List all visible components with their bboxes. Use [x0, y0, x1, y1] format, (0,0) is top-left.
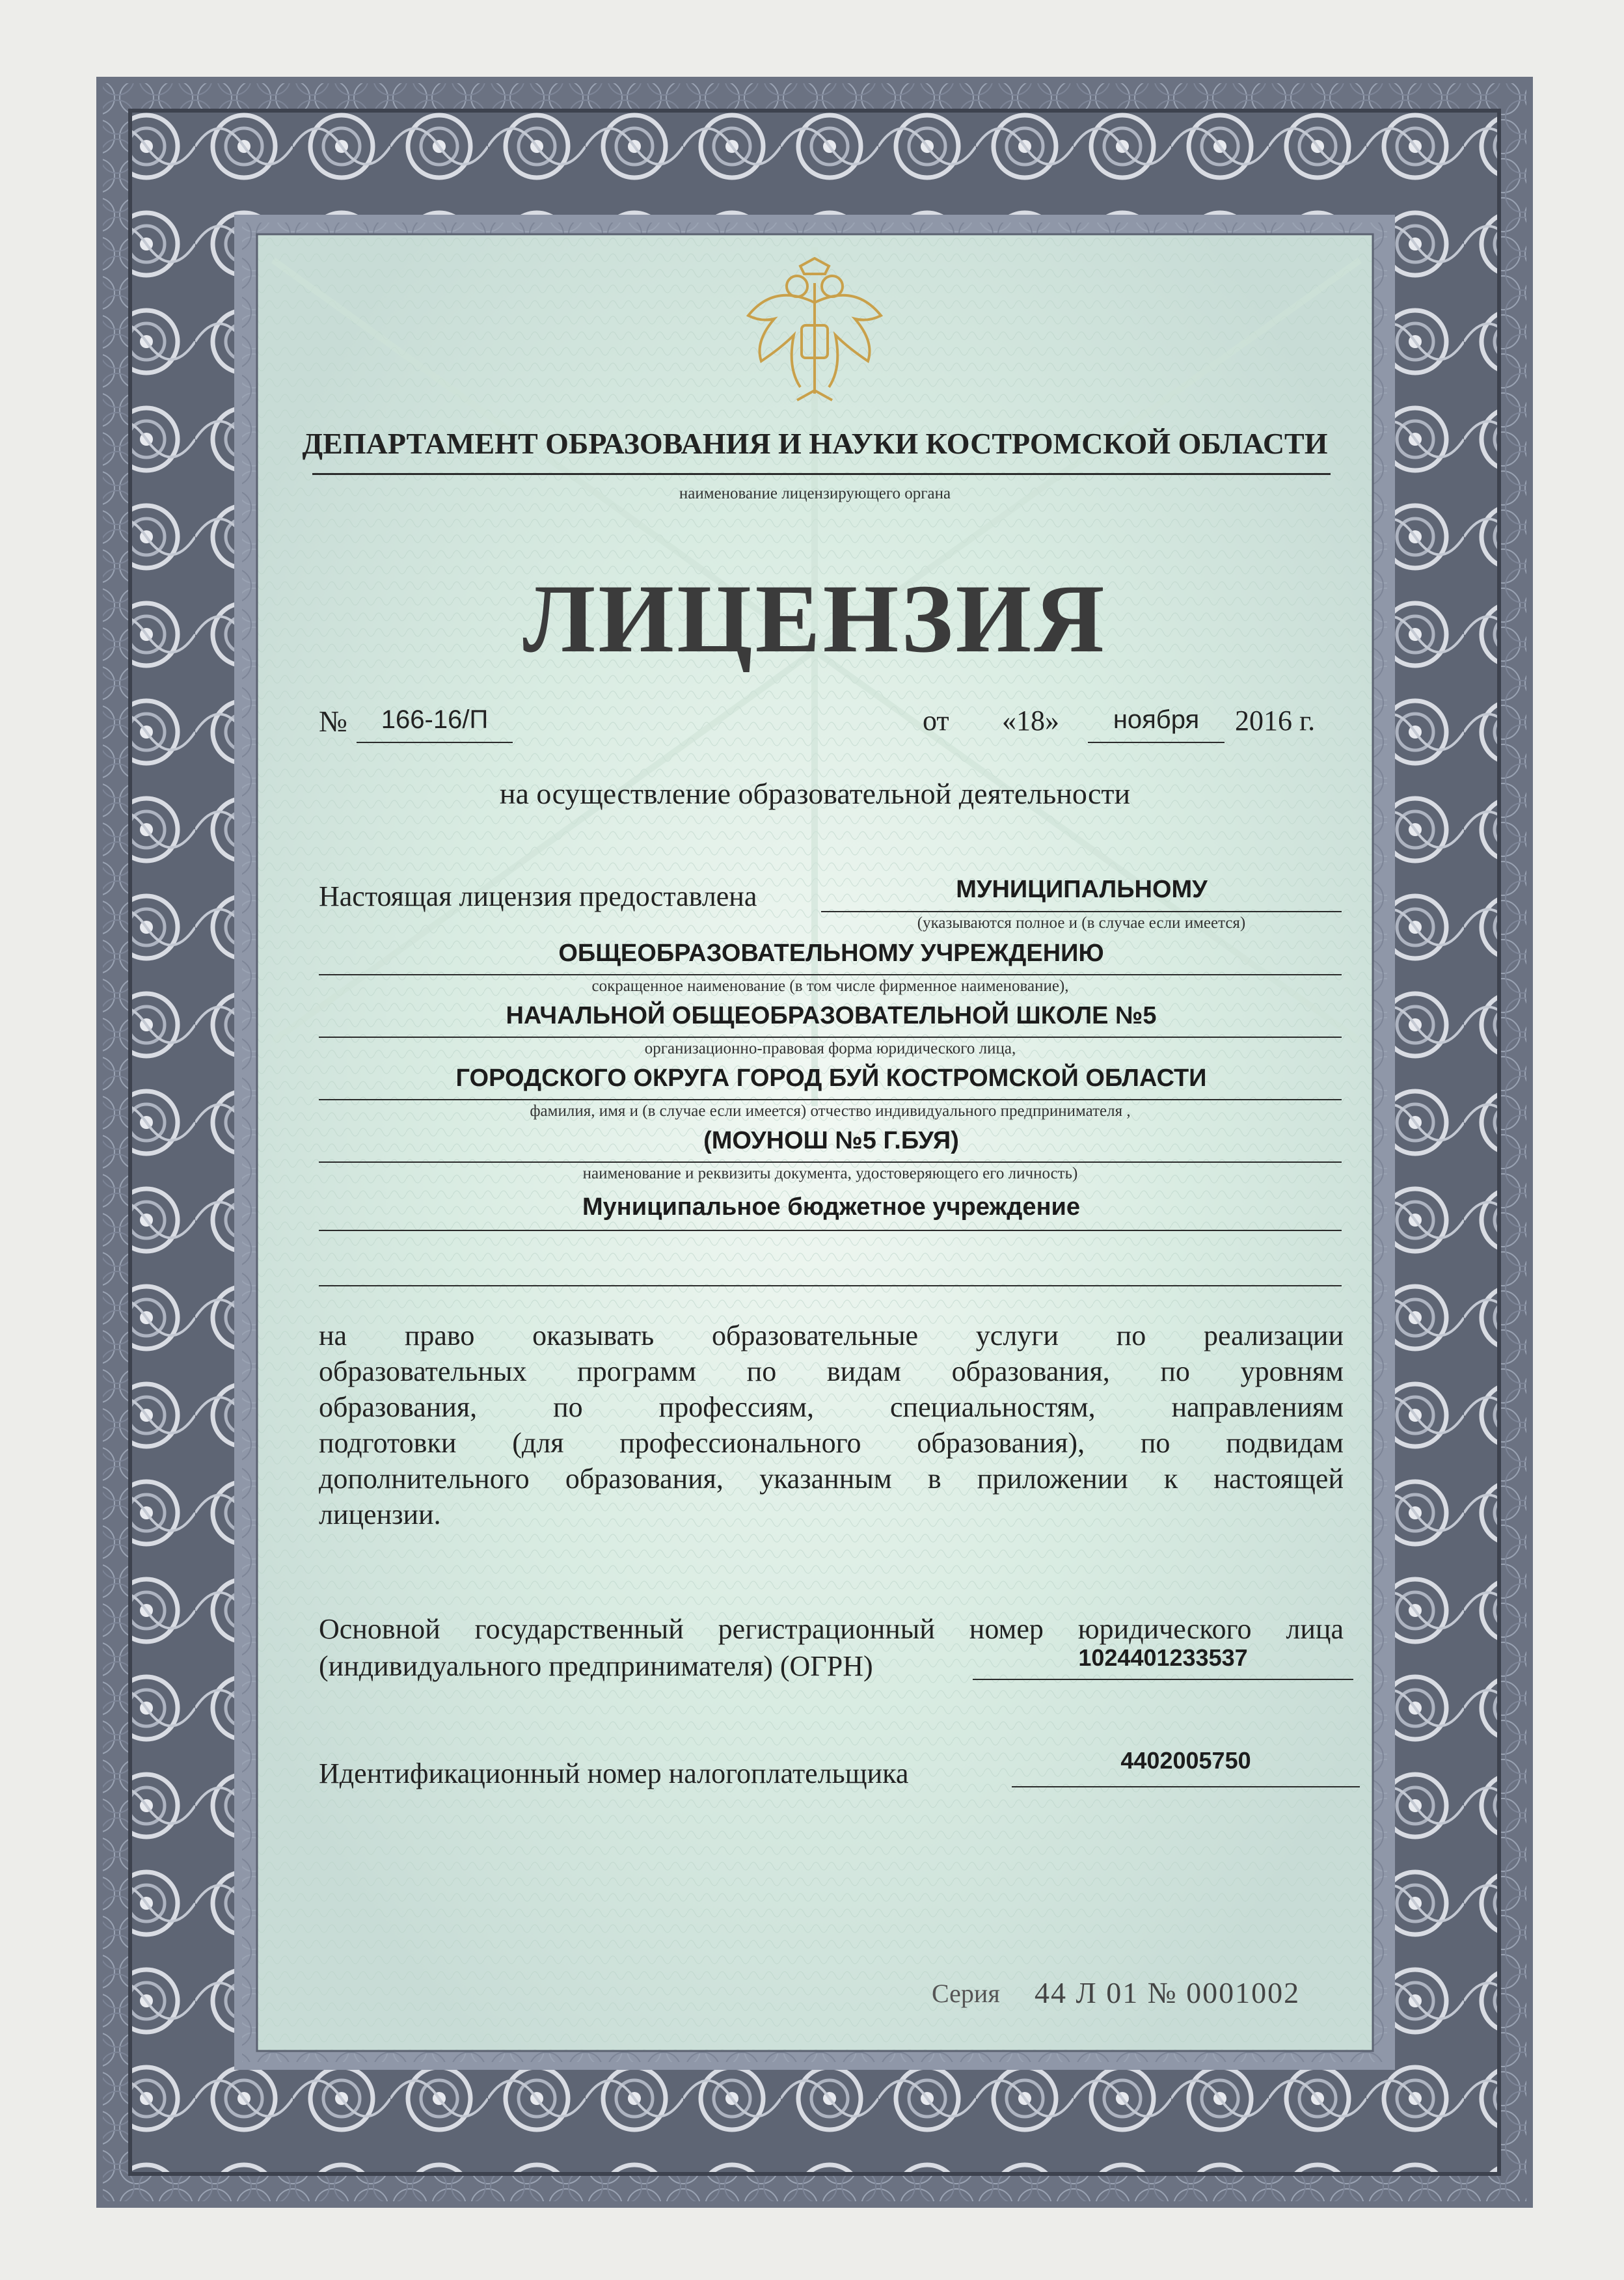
grantee-underline-4	[319, 1099, 1342, 1100]
series-number: 44 Л 01 № 0001002	[1035, 1976, 1301, 2009]
month-underline	[1088, 742, 1225, 743]
grantee-underline-3	[319, 1037, 1342, 1038]
ogrn-underline	[973, 1679, 1353, 1680]
inn-value: 4402005750	[1120, 1747, 1251, 1774]
grantee-underline-6	[319, 1230, 1342, 1231]
grantee-underline-5	[319, 1161, 1342, 1163]
grantee-caption-4: фамилия, имя и (в случае если имеется) отчество индивидуального предпринимателя ,	[530, 1102, 1131, 1120]
activity-type: на осуществление образовательной деятельности	[499, 777, 1131, 810]
ogrn-label-line-2: (индивидуального предпринимателя) (ОГРН)	[319, 1650, 873, 1682]
grantee-caption-5: наименование и реквизиты документа, удостоверяющего его личность)	[582, 1165, 1078, 1182]
rights-line-1: на право оказывать образовательные услуги по реализации	[319, 1320, 1344, 1351]
date-month: ноября	[1113, 705, 1200, 734]
date-prefix: от	[923, 705, 949, 737]
number-sign: №	[319, 705, 347, 738]
document-title: ЛИЦЕНЗИЯ	[522, 565, 1107, 673]
grantee-line-4: ГОРОДСКОГО ОКРУГА ГОРОД БУЙ КОСТРОМСКОЙ ОБЛАСТИ	[455, 1065, 1207, 1092]
grantee-underline-7	[319, 1285, 1342, 1286]
grantee-caption-2: сокращенное наименование (в том числе фирменное наименование),	[591, 977, 1069, 995]
ogrn-label-line-1: Основной государственный регистрационный номер юридического лица	[319, 1613, 1344, 1645]
double-headed-eagle-emblem	[735, 257, 895, 413]
license-number: 166-16/П	[381, 705, 489, 734]
ogrn-value: 1024401233537	[1078, 1644, 1248, 1671]
series-label: Серия	[932, 1979, 1000, 2008]
grantee-line-5: (МОУНОШ №5 Г.БУЯ)	[703, 1127, 959, 1154]
grantee-underline-2	[319, 974, 1342, 975]
issuing-authority: ДЕПАРТАМЕНТ ОБРАЗОВАНИЯ И НАУКИ КОСТРОМСКОЙ ОБЛАСТИ	[302, 427, 1328, 460]
grantee-intro: Настоящая лицензия предоставлена	[319, 880, 757, 912]
grantee-line-2: ОБЩЕОБРАЗОВАТЕЛЬНОМУ УЧРЕЖДЕНИЮ	[558, 940, 1104, 967]
grantee-caption-3: организационно-правовая форма юридического лица,	[644, 1040, 1016, 1057]
rights-line-5: дополнительного образования, указанным в приложении к настоящей	[319, 1463, 1344, 1495]
rights-line-3: образования, по профессиям, специальностям, направлениям	[319, 1391, 1344, 1423]
authority-underline	[312, 473, 1331, 475]
rights-paragraph	[319, 1318, 1344, 1532]
rights-line-6: лицензии.	[319, 1499, 441, 1530]
date-day: «18»	[1002, 705, 1059, 737]
authority-caption: наименование лицензирующего органа	[679, 485, 951, 502]
inn-label: Идентификационный номер налогоплательщика	[319, 1758, 909, 1789]
date-year: 2016 г.	[1235, 705, 1316, 737]
rights-line-2: образовательных программ по видам образования, по уровням	[319, 1355, 1344, 1387]
number-underline	[357, 742, 513, 743]
inn-underline	[1012, 1786, 1360, 1787]
grantee-line-3: НАЧАЛЬНОЙ ОБЩЕОБРАЗОВАТЕЛЬНОЙ ШКОЛЕ №5	[506, 1002, 1157, 1029]
grantee-line-1: МУНИЦИПАЛЬНОМУ	[956, 876, 1208, 903]
rights-line-4: подготовки (для профессионального образования), по подвидам	[319, 1427, 1344, 1459]
grantee-caption-1: (указываются полное и (в случае если имеется)	[917, 914, 1246, 932]
grantee-underline-1	[821, 911, 1342, 912]
grantee-line-6: Муниципальное бюджетное учреждение	[582, 1193, 1081, 1221]
